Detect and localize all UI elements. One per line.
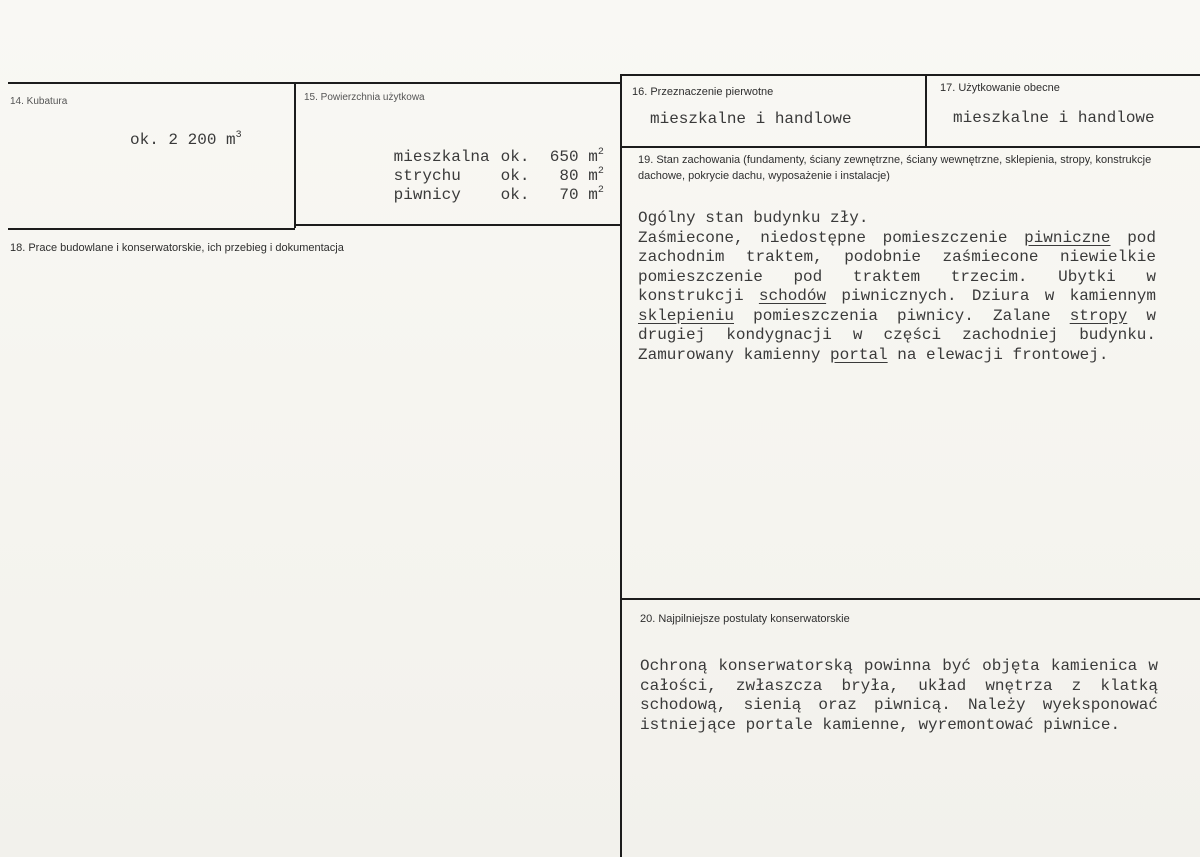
field-14-value xyxy=(130,131,242,149)
divider-14-15 xyxy=(294,82,296,228)
condition-line: Ogólny stan budynku zły. xyxy=(638,209,869,227)
area-unit: m xyxy=(588,148,598,166)
condition-text: w drugiej kondygnacji w części zachodniej budynku. Zamurowany kamienny xyxy=(638,306,1157,364)
field-20-text: Ochroną konserwatorską powinna być objęta kamienica w całości, zwłaszcza bryła, układ wnętrza z klatką schodową, sienią oraz piwnicą. Należy wyeksponować istniejące portale kamienne, wyremontować piwnice. xyxy=(640,657,1158,734)
area-value: 70 xyxy=(559,186,579,204)
field-17-label: 17. Użytkowanie obecne xyxy=(940,82,1060,94)
field-15-label: 15. Powierzchnia użytkowa xyxy=(304,92,425,103)
divider-16-17 xyxy=(925,74,927,146)
area-unit-exponent: 2 xyxy=(597,166,604,177)
condition-keyword: schodów xyxy=(758,287,827,305)
field-19-text xyxy=(638,209,1156,365)
area-name: strychu xyxy=(393,167,461,185)
condition-text: Zaśmiecone, niedostępne pomieszczenie xyxy=(638,228,1025,247)
area-approx: ok. xyxy=(500,148,530,166)
condition-text: na elewacji frontowej. xyxy=(887,345,1109,364)
row-line-19-20 xyxy=(620,598,1200,600)
row-line-16-19 xyxy=(620,146,1200,148)
row-line-15-18 xyxy=(294,224,620,226)
area-unit-exponent: 2 xyxy=(597,185,604,196)
area-value: 80 xyxy=(559,167,579,185)
area-name: mieszkalna xyxy=(393,148,490,166)
condition-text: piwnicznych. Dziura w kamiennym xyxy=(826,287,1157,305)
divider-left-right xyxy=(620,74,622,857)
area-unit: m xyxy=(588,167,598,185)
top-border-line xyxy=(8,82,620,84)
area-approx: ok. xyxy=(500,167,530,185)
field-17-value: mieszkalne i handlowe xyxy=(953,109,1155,127)
kubatura-value: ok. 2 200 m xyxy=(130,131,236,149)
area-name: piwnicy xyxy=(393,186,461,204)
field-20-label: 20. Najpilniejsze postulaty konserwatorskie xyxy=(640,613,850,625)
field-18-label: 18. Prace budowlane i konserwatorskie, ich przebieg i dokumentacja xyxy=(10,242,344,254)
kubatura-unit-exponent: 3 xyxy=(235,130,242,141)
top-border-line-right xyxy=(620,74,1200,76)
area-unit-exponent: 2 xyxy=(597,147,604,158)
condition-keyword: stropy xyxy=(1069,306,1128,325)
field-14-label: 14. Kubatura xyxy=(10,96,68,107)
condition-text: pomieszczenia piwnicy. Zalane xyxy=(734,306,1070,325)
condition-text: pod zachodnim traktem, podobnie zaśmiecone niewielkie pomieszczenie pod traktem trzecim. Ubytki w konstrukcji xyxy=(638,228,1156,305)
condition-keyword: piwniczne xyxy=(1024,228,1111,247)
field-16-value: mieszkalne i handlowe xyxy=(650,110,852,128)
area-approx: ok. xyxy=(500,186,530,204)
condition-keyword: sklepieniu xyxy=(638,306,735,325)
area-unit: m xyxy=(588,186,598,204)
area-value: 650 xyxy=(549,148,579,166)
row-line-14-18 xyxy=(8,228,295,230)
usable-area-row xyxy=(336,168,604,222)
field-16-label: 16. Przeznaczenie pierwotne xyxy=(632,86,774,98)
condition-keyword: portal xyxy=(830,345,888,364)
field-19-label: 19. Stan zachowania (fundamenty, ściany zewnętrzne, ściany wewnętrzne, sklepienia, stropy, konstrukcje dachowe, pokrycie dachu, wyposażenie i instalacje) xyxy=(638,154,1152,182)
